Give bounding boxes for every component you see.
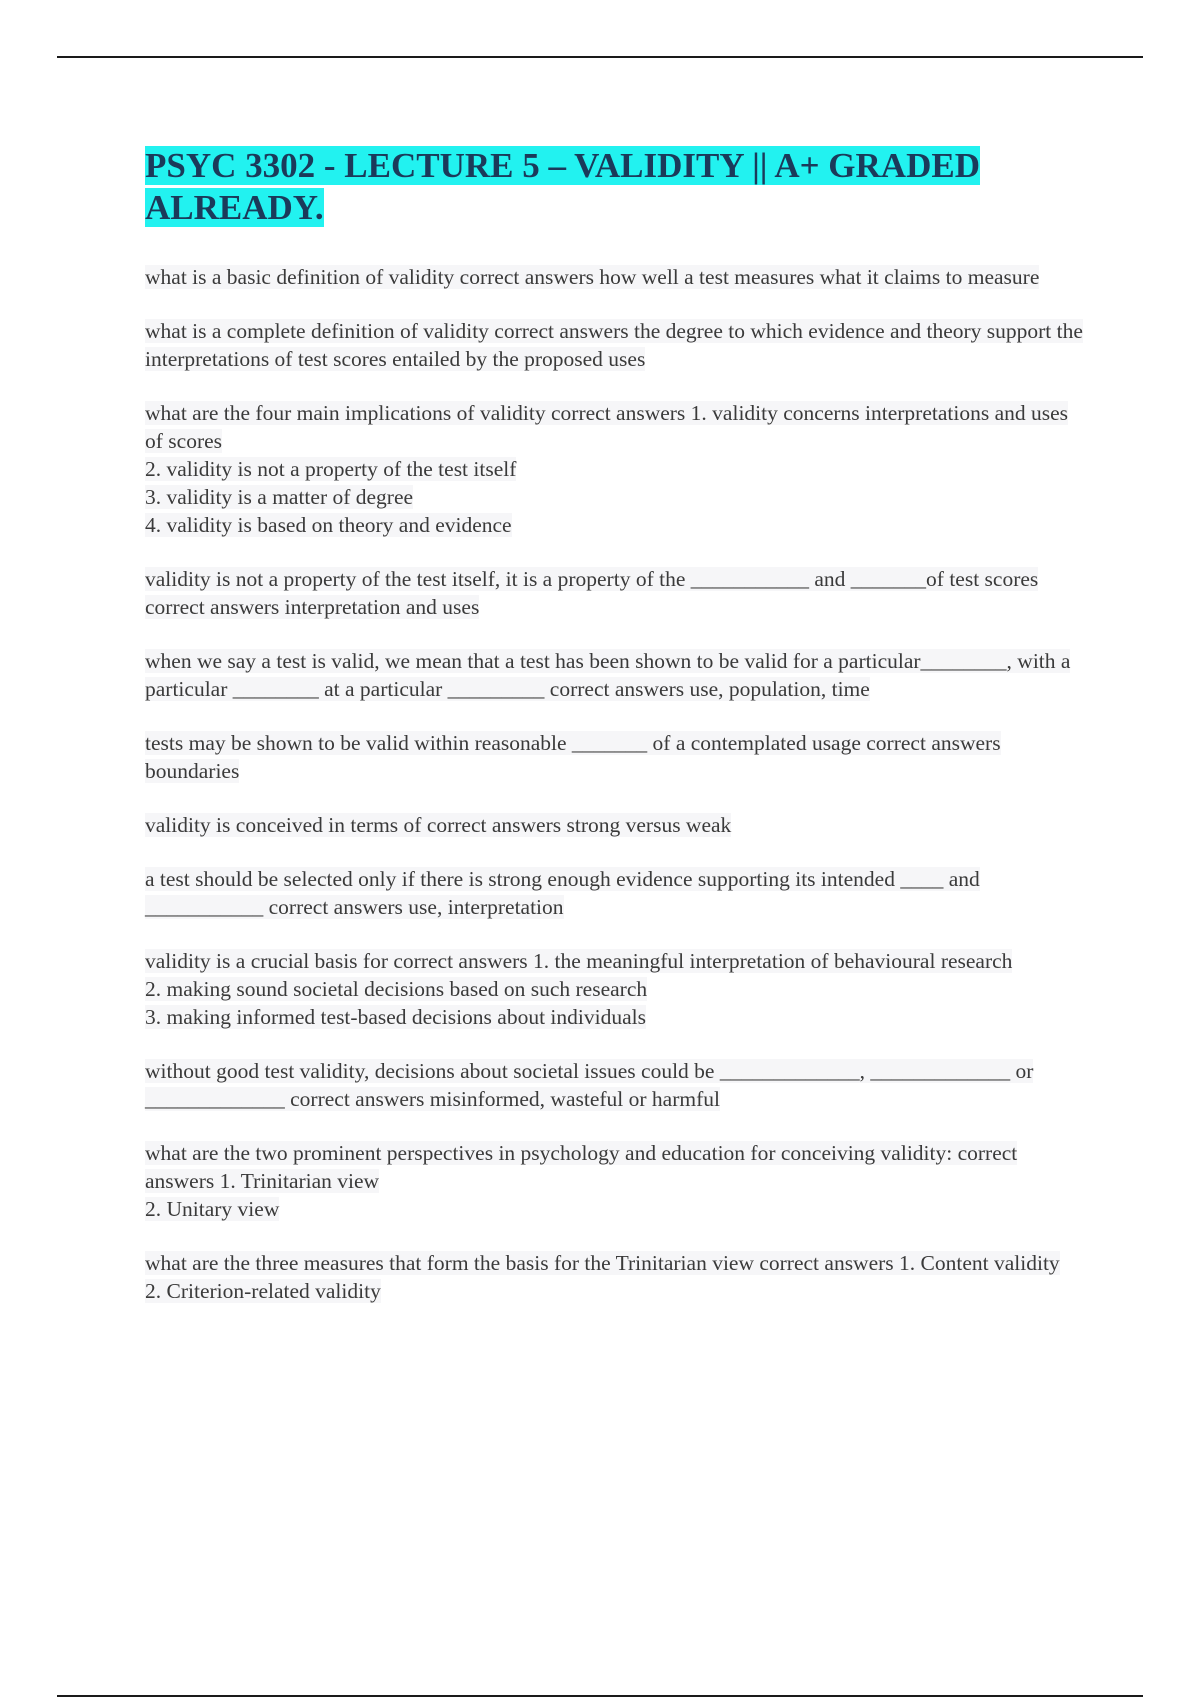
qa-line-text: without good test validity, decisions about societal issues could be _____________, _____________ or _____________ correct answers misinformed, wasteful or harmful [145,1059,1034,1111]
qa-line-text: what are the two prominent perspectives in psychology and education for conceiving validity: correct answers 1. Trinitarian view [145,1141,1018,1193]
qa-item [145,1057,1090,1113]
qa-item [145,947,1090,1031]
qa-item [145,865,1090,921]
qa-line [145,317,1090,373]
qa-item [145,1139,1090,1223]
qa-line-text: what are the three measures that form the basis for the Trinitarian view correct answers 1. Content validity [145,1251,1060,1275]
qa-line-text: 2. validity is not a property of the test itself [145,457,517,481]
qa-line-text: 4. validity is based on theory and evidence [145,513,512,537]
qa-line-text: 2. Criterion-related validity [145,1279,381,1303]
qa-line [145,1277,1090,1305]
qa-line [145,975,1090,1003]
qa-line [145,1195,1090,1223]
qa-line-text: validity is conceived in terms of correct answers strong versus weak [145,813,732,837]
qa-line [145,399,1090,455]
qa-line [145,1057,1090,1113]
qa-item [145,729,1090,785]
qa-line-text: 3. making informed test-based decisions about individuals [145,1005,646,1029]
qa-line-text: what are the four main implications of validity correct answers 1. validity concerns interpretations and uses of scores [145,401,1069,453]
qa-line [145,511,1090,539]
qa-line [145,565,1090,621]
qa-line-text: a test should be selected only if there is strong enough evidence supporting its intended ____ and ___________ correct answers use, interpretation [145,867,980,919]
qa-line-text: what is a complete definition of validity correct answers the degree to which evidence and theory support the interpretations of test scores entailed by the proposed uses [145,319,1083,371]
qa-line-text: 2. Unitary view [145,1197,280,1221]
qa-line [145,1139,1090,1195]
qa-item [145,565,1090,621]
qa-item [145,1249,1090,1305]
qa-item [145,811,1090,839]
qa-line [145,811,1090,839]
qa-line-text: what is a basic definition of validity correct answers how well a test measures what it claims to measure [145,265,1040,289]
qa-line [145,865,1090,921]
qa-line [145,483,1090,511]
qa-list [145,263,1090,1305]
qa-line [145,1249,1090,1277]
bottom-rule [57,1695,1143,1697]
qa-line-text: when we say a test is valid, we mean that a test has been shown to be valid for a particular________, with a particular ________ at a particular _________ correct answers use, population, time [145,649,1071,701]
qa-item [145,263,1090,291]
qa-line [145,729,1090,785]
qa-line-text: 2. making sound societal decisions based on such research [145,977,648,1001]
qa-line [145,263,1090,291]
qa-line [145,947,1090,975]
qa-line-text: 3. validity is a matter of degree [145,485,414,509]
qa-line-text: validity is a crucial basis for correct answers 1. the meaningful interpretation of behavioural research [145,949,1013,973]
qa-line [145,1003,1090,1031]
document-body [145,145,1090,1331]
qa-line-text: validity is not a property of the test itself, it is a property of the ___________ and _______of test scores correct answers interpretation and uses [145,567,1039,619]
document-title-text: PSYC 3302 - LECTURE 5 – VALIDITY || A+ GRADED ALREADY. [145,146,980,227]
qa-item [145,399,1090,539]
qa-line [145,455,1090,483]
qa-item [145,317,1090,373]
qa-line [145,647,1090,703]
top-rule [57,56,1143,58]
document-title [145,145,1090,229]
qa-line-text: tests may be shown to be valid within reasonable _______ of a contemplated usage correct answers boundaries [145,731,1001,783]
qa-item [145,647,1090,703]
